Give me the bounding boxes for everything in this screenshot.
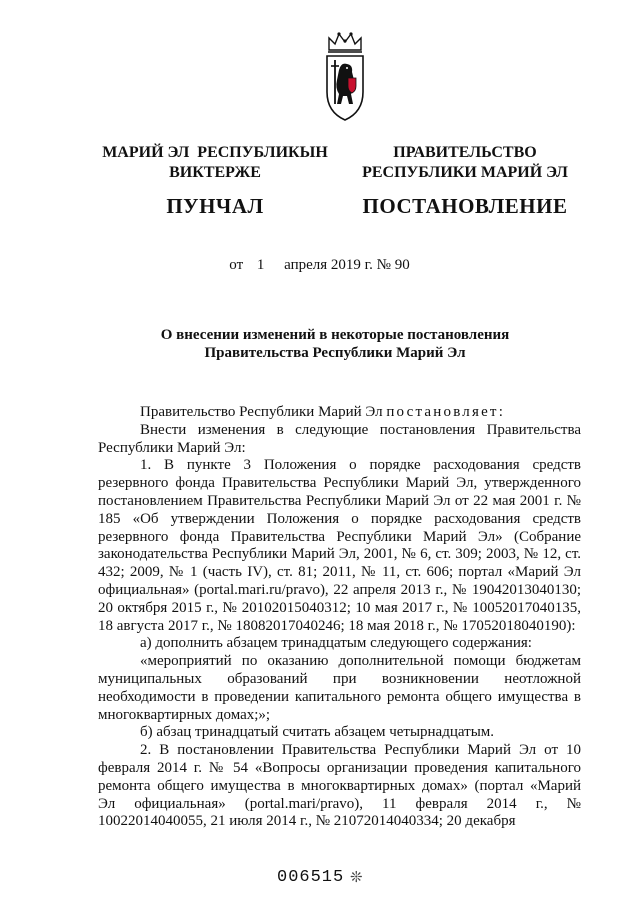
header-left-doc-type: ПУНЧАЛ <box>166 194 264 218</box>
header-right-block <box>355 143 575 219</box>
header-right-doc-type: ПОСТАНОВЛЕНИЕ <box>362 194 568 218</box>
header-right-line1: ПРАВИТЕЛЬСТВО <box>393 144 537 161</box>
body-paragraph: Внести изменения в следующие постановления Правительства Республики Марий Эл: <box>98 421 581 456</box>
footer-mark-icon: ❊ <box>350 870 363 886</box>
serial-number: 006515 <box>277 868 345 887</box>
body-paragraph: б) абзац тринадцатый считать абзацем четырнадцатым. <box>140 724 495 741</box>
header-left-block <box>90 143 340 219</box>
body-intro <box>98 404 581 422</box>
header-left-line1: МАРИЙ ЭЛ РЕСПУБЛИКЫН <box>102 144 328 161</box>
intro-subject: Правительство Республики Марий Эл <box>140 404 383 420</box>
body-paragraph: а) дополнить абзацем тринадцатым следующего содержания: <box>140 635 532 652</box>
body-paragraph: 1. В пункте 3 Положения о порядке расходования средств резервного фонда Правительства Республики Марий Эл, утвержденного постановлением Правительства Республики Марий Эл от 22 мая 2001 г. № 185 «Об утверждении Положения о порядке расходования средств резервного фонда Правительства Республики Марий Эл» (Собрание законодательства Республики Марий Эл, 2001, № 6, ст. 309; 2003, № 12, ст. 432; 2009, № 1 (часть IV), ст. 81; 2011, № 11, ст. 606; портал «Марий Эл официальная» (portal.mari.ru/pravo), 22 апреля 2013 г., № 19042013040130; 20 октября 2015 г., № 20102015040312; 10 мая 2017 г., № 10052017040135, 18 августа 2017 г., № 18082017040246; 18 мая 2018 г., № 17052018040190): <box>98 457 581 634</box>
header-right-line2: РЕСПУБЛИКИ МАРИЙ ЭЛ <box>362 164 568 181</box>
document-date-line <box>0 257 639 274</box>
title-line2: Правительства Республики Марий Эл <box>204 345 466 361</box>
coat-of-arms-icon <box>323 30 367 122</box>
intro-verb: постановляет: <box>386 404 506 420</box>
body-paragraph: 2. В постановлении Правительства Республики Марий Эл от 10 февраля 2014 г. № 54 «Вопросы организации проведения капитального ремонта общего имущества в многоквартирных домах» (портал «Марий Эл официальная» (portal.mari/pravo), 11 февраля 2014 г., № 10022014040055, 21 июля 2014 г., № 21072014040334; 20 декабря <box>98 742 581 830</box>
date-prefix: от <box>229 257 244 273</box>
header-left-line2: ВИКТЕРЖЕ <box>169 164 261 181</box>
title-line1: О внесении изменений в некоторые постановления <box>160 327 510 343</box>
document-title <box>100 326 570 362</box>
date-rest: апреля 2019 г. № 90 <box>284 257 410 273</box>
date-day: 1 <box>256 257 265 273</box>
document-body <box>98 404 581 831</box>
body-paragraph: «мероприятий по оказанию дополнительной помощи бюджетам муниципальных образований при возникновении неотложной необходимости в проведении капитального ремонта общего имущества в многоквартирных домах;»; <box>98 653 581 723</box>
